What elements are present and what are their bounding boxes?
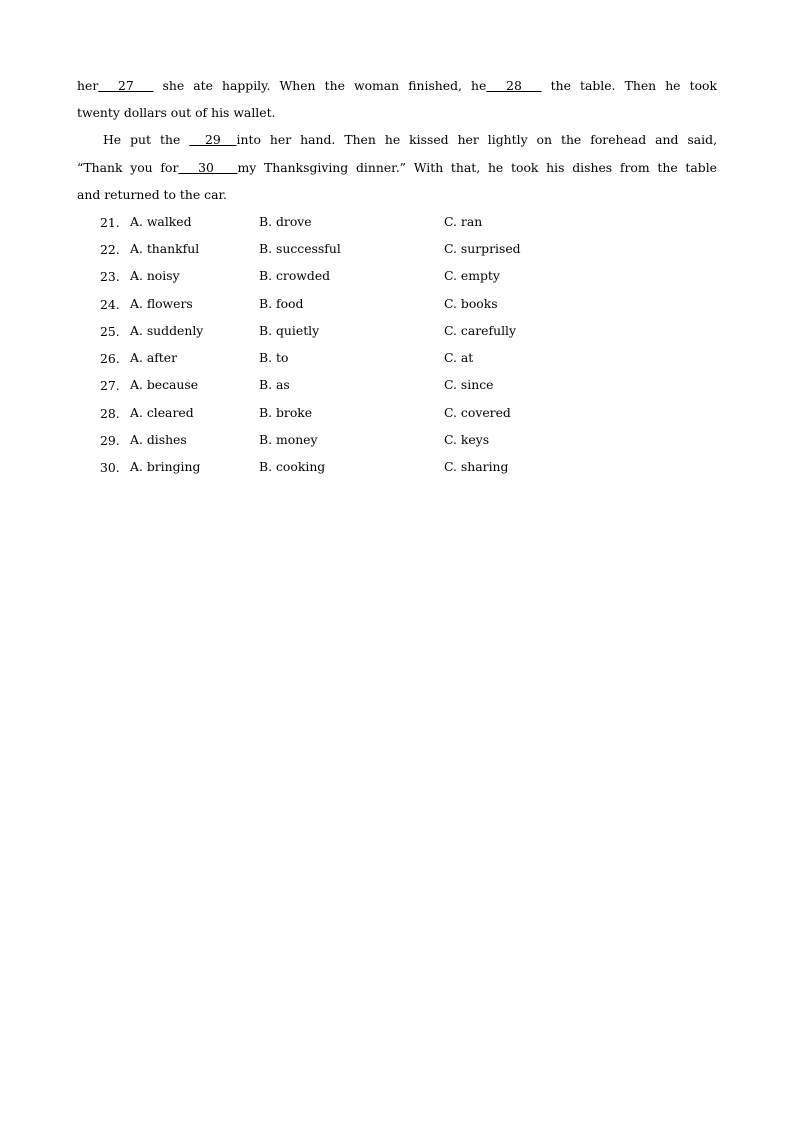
option-b: B. to xyxy=(259,350,289,365)
question-number: 25. xyxy=(100,324,120,339)
passage-text: He put the xyxy=(103,132,190,147)
option-c: C. carefully xyxy=(444,323,516,338)
option-b: B. broke xyxy=(259,405,313,420)
passage-line-3 xyxy=(77,126,717,153)
option-a: A. suddenly xyxy=(130,323,204,338)
option-b: B. as xyxy=(259,377,290,392)
option-a: A. thankful xyxy=(130,241,200,256)
question-number: 24. xyxy=(100,297,120,312)
passage-text: twenty dollars out of his wallet. xyxy=(77,105,276,120)
option-b: B. money xyxy=(259,432,318,447)
option-a: A. after xyxy=(130,350,178,365)
option-c: C. surprised xyxy=(444,241,521,256)
passage-text: “Thank you for xyxy=(77,160,179,175)
option-a: A. dishes xyxy=(130,432,187,447)
option-c: C. covered xyxy=(444,405,511,420)
passage-text: she ate happily. When the woman finished, he xyxy=(153,78,487,93)
passage-text: her xyxy=(77,78,99,93)
option-a: A. because xyxy=(130,377,199,392)
passage-text: into her hand. Then he kissed her lightly on the forehead and said, xyxy=(236,132,718,147)
option-c: C. books xyxy=(444,296,498,311)
option-c: C. sharing xyxy=(444,459,509,474)
option-a: A. bringing xyxy=(130,459,201,474)
option-b: B. drove xyxy=(259,214,312,229)
question-number: 21. xyxy=(100,215,120,230)
passage-text: the table. Then he took xyxy=(541,78,717,93)
option-a: A. noisy xyxy=(130,268,180,283)
option-b: B. successful xyxy=(259,241,341,256)
blank-28: 28 xyxy=(486,78,542,93)
passage-line-4 xyxy=(77,154,717,181)
option-c: C. at xyxy=(444,350,474,365)
option-b: B. cooking xyxy=(259,459,326,474)
blank-30: 30 xyxy=(178,160,238,175)
passage-line-2 xyxy=(77,99,717,126)
passage-line-5 xyxy=(77,181,717,208)
passage-text: and returned to the car. xyxy=(77,187,227,202)
option-a: A. cleared xyxy=(130,405,194,420)
option-b: B. quietly xyxy=(259,323,320,338)
option-a: A. flowers xyxy=(130,296,193,311)
passage-line-1 xyxy=(77,72,717,99)
option-c: C. empty xyxy=(444,268,500,283)
passage-text: my Thanksgiving dinner.” With that, he took his dishes from the table xyxy=(237,160,717,175)
question-number: 28. xyxy=(100,406,120,421)
question-number: 23. xyxy=(100,269,120,284)
blank-27: 27 xyxy=(98,78,154,93)
question-number: 26. xyxy=(100,351,120,366)
option-b: B. food xyxy=(259,296,304,311)
question-number: 27. xyxy=(100,378,120,393)
question-number: 29. xyxy=(100,433,120,448)
option-c: C. since xyxy=(444,377,494,392)
question-number: 22. xyxy=(100,242,120,257)
option-a: A. walked xyxy=(130,214,192,229)
option-b: B. crowded xyxy=(259,268,331,283)
question-number: 30. xyxy=(100,460,120,475)
option-c: C. ran xyxy=(444,214,483,229)
option-c: C. keys xyxy=(444,432,490,447)
blank-29: 29 xyxy=(189,132,237,147)
